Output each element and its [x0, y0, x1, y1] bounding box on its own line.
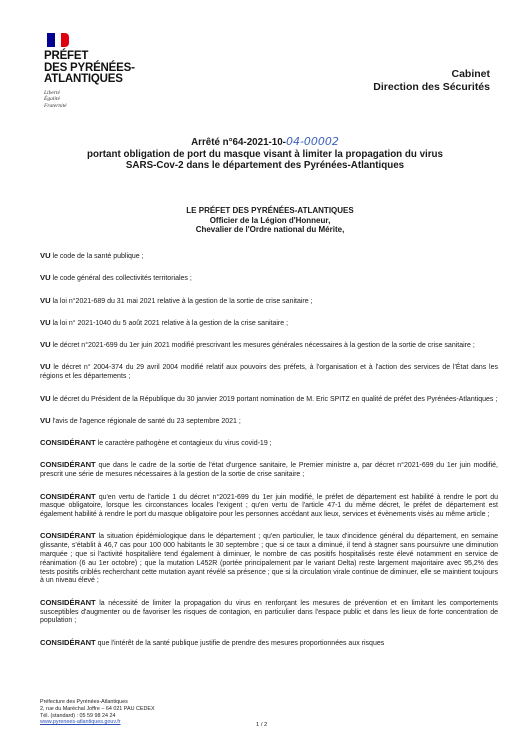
clause-vu: VU l'avis de l'agence régionale de santé du 23 septembre 2021 ;	[40, 415, 241, 425]
logo-line-1: PRÉFET	[44, 50, 89, 62]
address-line-2: 2, rue du Maréchal Joffre – 64 021 PAU CEDEX	[40, 705, 155, 712]
prefet-honour-2: Chevalier de l'Ordre national du Mérite,	[195, 225, 345, 234]
address-phone: Tél. (standard) : 05 59 98 24 24	[40, 712, 116, 719]
clause-vu: VU la loi n°2021-689 du 31 mai 2021 relative à la gestion de la sortie de crise sanitaire ;	[40, 295, 313, 305]
clause-considerant: CONSIDÉRANT qu'en vertu de l'article 1 du décret n°2021-699 du 1er juin modifié, le préfet de département est habilité à rendre le port du masque obligatoire, lorsque les circonstances locales l'exigent ; qu'en vertu de l'article 47-1 du même décret, le préfet de département est également habilité à rendre le port du masque obligatoire pour les personnes accédant aux lieux, services et évènements visés au même article ;	[40, 491, 498, 519]
prefet-honour-1: Officier de la Légion d'Honneur,	[209, 215, 331, 225]
clause-vu: VU le code général des collectivités territoriales ;	[40, 273, 192, 283]
prefet-identity	[120, 206, 420, 235]
clause-vu: VU le décret n°2021-699 du 1er juin 2021 modifié prescrivant les mesures générales nécessaires à la gestion de la sortie de crise sanitaire ;	[40, 340, 475, 350]
decree-subject-line-2: SARS-Cov-2 dans le département des Pyrénées-Atlantiques	[125, 160, 405, 172]
decree-title	[40, 136, 490, 172]
page-number: 1 / 2	[256, 722, 268, 728]
motto-egalite: Égalité	[44, 96, 60, 102]
clause-vu: VU le décret n° 2004-374 du 29 avril 2004 modifié relatif aux pouvoirs des préfets, à l'organisation et à l'action des services de l'État dans les régions et les départements ;	[40, 362, 498, 381]
prefet-title: LE PRÉFET DES PYRÉNÉES-ATLANTIQUES	[186, 206, 354, 215]
logo-line-3: ATLANTIQUES	[44, 73, 123, 85]
clauses-list	[40, 252, 498, 659]
service-heading	[373, 68, 490, 93]
marianne-flag-icon	[47, 33, 69, 47]
clause-vu: VU la loi n° 2021-1040 du 5 août 2021 relative à la gestion de la crise sanitaire ;	[40, 317, 289, 327]
clause-considerant: CONSIDÉRANT la situation épidémiologique dans le département ; qu'en particulier, le taux d'incidence général du département, en semaine glissante, s'établit à 46,7 cas pour 100 000 habitants le 30 septembre ; que si ce taux a diminué, il tend à stagner sans poursuivre une diminution marquée ; que si l'activité hospitalière tend également à diminuer, le nombre de cas positifs hospitalisés reste élevé notamment en service de réanimation (6 au 1er octobre) ; que la mutation L452R (portée principalement par le variant Delta) reste largement majoritaire avec 95,2% des tests positifs criblés recherchant cette mutation ayant révélé sa présence ; que si la circulation virale continue de diminuer, elle se maintient toujours à un niveau élevé ;	[40, 531, 498, 585]
prefecture-address	[40, 699, 155, 726]
decree-number	[40, 136, 490, 149]
motto-liberte: Liberté	[44, 89, 60, 96]
clause-considerant: CONSIDÉRANT que l'intérêt de la santé publique justifie de prendre des mesures proportionnées aux risques	[40, 637, 385, 647]
clause-vu: VU le code de la santé publique ;	[40, 251, 144, 260]
address-line-1: Préfecture des Pyrénées-Atlantiques	[40, 699, 128, 705]
service-cabinet: Cabinet	[451, 68, 490, 80]
motto-fraternite: Fraternité	[44, 102, 67, 109]
clause-considerant: CONSIDÉRANT la nécessité de limiter la propagation du virus en renforçant les mesures de prévention et en limitant les comportements susceptibles d'augmenter ou de favoriser les risques de contagion, en particulier dans l'espace public et dans les lieux de forte concentration de population ;	[40, 597, 498, 625]
decree-number-handwritten: 04-00002	[285, 135, 339, 148]
service-direction: Direction des Sécurités	[373, 80, 490, 93]
logo-text	[44, 51, 164, 86]
prefecture-logo	[44, 33, 164, 109]
decree-subject-line-1: portant obligation de port du masque visant à limiter la propagation du virus	[87, 148, 443, 160]
website-link[interactable]: www.pyrenees-atlantiques.gouv.fr	[40, 719, 121, 726]
clause-considerant: CONSIDÉRANT le caractère pathogène et contagieux du virus covid-19 ;	[40, 438, 272, 448]
clause-vu: VU le décret du Président de la République du 30 janvier 2019 portant nomination de M. Eric SPITZ en qualité de préfet des Pyrénées-Atlantiques ;	[40, 393, 498, 403]
republic-motto	[44, 90, 164, 110]
clause-considerant: CONSIDÉRANT que dans le cadre de la sortie de l'état d'urgence sanitaire, le Premier ministre a, par décret n°2021-699 du 1er juin modifié, prescrit une série de mesures nécessaires à la gestion de la sortie de crise sanitaire ;	[40, 460, 498, 479]
logo-line-2: DES PYRÉNÉES-	[44, 61, 135, 74]
decree-number-printed: Arrêté n°64-2021-10-	[191, 137, 286, 148]
